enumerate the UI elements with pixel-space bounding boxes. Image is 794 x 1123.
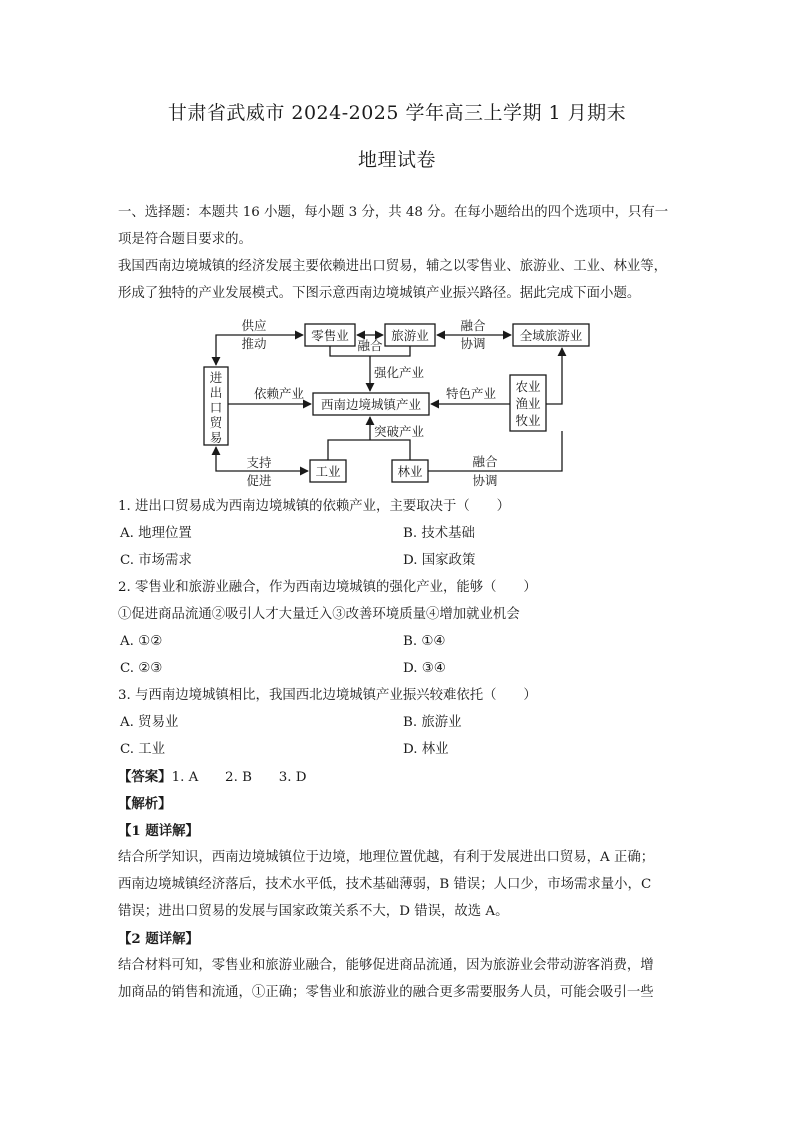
q2-option-d[interactable]: D. ③④: [403, 661, 446, 676]
agri-label-3: 牧业: [515, 413, 541, 428]
retail-label: 零售业: [311, 328, 349, 343]
q1-option-d[interactable]: D. 国家政策: [403, 553, 476, 568]
support-label-2: 促进: [246, 473, 272, 488]
supply-label-2: 推动: [241, 336, 267, 351]
supply-label-1: 供应: [241, 318, 267, 333]
q3-option-a[interactable]: A. 贸易业: [120, 715, 179, 730]
trade-label-5: 易: [209, 430, 223, 445]
q2-analysis-label: 【2 题详解】: [118, 931, 199, 947]
q1-option-c[interactable]: C. 市场需求: [120, 553, 192, 568]
section-instruction-cont: 项是符合题目要求的。: [118, 232, 252, 247]
q3-option-c[interactable]: C. 工业: [120, 742, 166, 757]
page-subtitle: 地理试卷: [357, 149, 436, 171]
trade-label-4: 贸: [209, 415, 223, 430]
q3-option-b[interactable]: B. 旅游业: [403, 715, 462, 730]
q1-analysis-line: 西南边境城镇经济落后，技术水平低，技术基础薄弱，B 错误；人口少，市场需求量小，C: [118, 877, 652, 892]
page-title: 甘肃省武威市 2024-2025 学年高三上学期 1 月期末: [167, 102, 627, 124]
agri-label-2: 渔业: [515, 396, 541, 411]
all-tourism-label: 全域旅游业: [519, 328, 583, 343]
fuse-bottom-label-2: 协调: [472, 473, 498, 488]
q2-option-b[interactable]: B. ①④: [403, 634, 446, 649]
material-text: 我国西南边境城镇的经济发展主要依赖进出口贸易，辅之以零售业、旅游业、工业、林业等，: [118, 259, 668, 274]
question-3-stem: 3. 与西南边境城镇相比，我国西北边境城镇产业振兴较难依托（ ）: [118, 688, 537, 703]
fuse-center-label: 融合: [357, 338, 383, 353]
answer-row: [118, 767, 688, 788]
fuse-top-label-1: 融合: [460, 318, 486, 333]
q1-option-b[interactable]: B. 技术基础: [403, 526, 475, 541]
strengthen-label: 强化产业: [374, 365, 425, 380]
trade-label-3: 口: [209, 400, 223, 415]
breakthrough-label: 突破产业: [374, 424, 425, 439]
forestry-label: 林业: [397, 464, 423, 479]
feature-label: 特色产业: [445, 386, 497, 401]
question-2-sub: ①促进商品流通②吸引人才大量迁入③改善环境质量④增加就业机会: [118, 607, 520, 622]
center-label: 西南边境城镇产业: [320, 397, 422, 412]
depend-label: 依赖产业: [253, 386, 305, 401]
q2-option-a[interactable]: A. ①②: [120, 634, 163, 649]
trade-label-2: 出: [209, 385, 223, 400]
answer-value: 1. A 2. B 3. D: [171, 770, 307, 785]
industry-label: 工业: [315, 464, 341, 479]
fuse-top-label-2: 协调: [460, 336, 486, 351]
q1-analysis-line: 错误；进出口贸易的发展与国家政策关系不大，D 错误，故选 A。: [118, 904, 509, 919]
q2-option-c[interactable]: C. ②③: [120, 661, 163, 676]
fuse-bottom-label-1: 融合: [472, 454, 498, 469]
agri-label-1: 农业: [515, 379, 541, 394]
q3-option-d[interactable]: D. 林业: [403, 742, 449, 757]
q2-analysis-line: 结合材料可知，零售业和旅游业融合，能够促进商品流通，因为旅游业会带动游客消费，增: [118, 958, 654, 973]
trade-label-1: 进: [209, 370, 223, 385]
q1-analysis-label: 【1 题详解】: [118, 823, 199, 839]
material-text-cont: 形成了独特的产业发展模式。下图示意西南边境城镇产业振兴路径。据此完成下面小题。: [118, 286, 641, 301]
industry-path-diagram: [195, 315, 605, 490]
q1-analysis-line: 结合所学知识，西南边境城镇位于边境，地理位置优越，有利于发展进出口贸易，A 正确；: [118, 850, 655, 865]
analysis-label: 【解析】: [118, 796, 172, 812]
tourism-label: 旅游业: [391, 328, 429, 343]
q1-option-a[interactable]: A. 地理位置: [120, 526, 192, 541]
answer-label: 【答案】: [118, 769, 172, 785]
q2-analysis-line: 加商品的销售和流通，①正确；零售业和旅游业的融合更多需要服务人员，可能会吸引一些: [118, 985, 654, 1000]
support-label-1: 支持: [246, 455, 272, 470]
section-instruction: 一、选择题：本题共 16 小题，每小题 3 分，共 48 分。在每小题给出的四个选项中，只有一: [118, 205, 669, 220]
question-1-stem: 1. 进出口贸易成为西南边境城镇的依赖产业，主要取决于（ ）: [118, 499, 510, 514]
question-2-stem: 2. 零售业和旅游业融合，作为西南边境城镇的强化产业，能够（ ）: [118, 580, 537, 595]
